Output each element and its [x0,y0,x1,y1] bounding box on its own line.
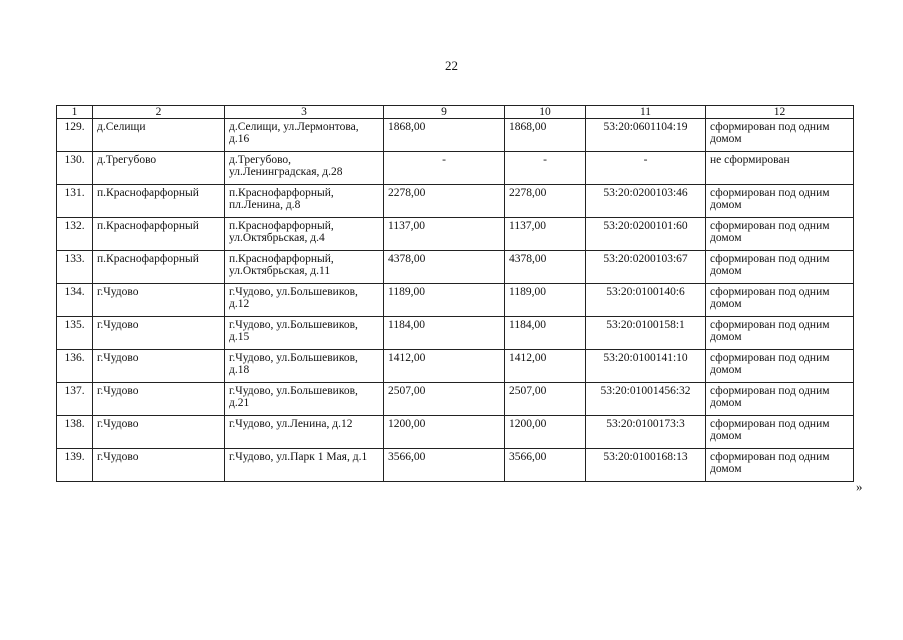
closing-quote: » [856,479,863,494]
cadastral-number: 53:20:0100141:10 [586,350,706,383]
col-3-header: 3 [225,106,384,119]
address: д.Селищи, ул.Лермонтова, д.16 [225,119,384,152]
cadastral-number: 53:20:0200103:67 [586,251,706,284]
settlement: п.Краснофарфорный [93,218,225,251]
address: г.Чудово, ул.Большевиков, д.15 [225,317,384,350]
row-number: 137. [57,383,93,416]
row-number: 134. [57,284,93,317]
settlement: д.Трегубово [93,152,225,185]
col-2-header: 2 [93,106,225,119]
address: д.Трегубово, ул.Ленинградская, д.28 [225,152,384,185]
area-value: 1412,00 [384,350,505,383]
settlement: г.Чудово [93,383,225,416]
status: сформирован под одним домом [706,251,854,284]
cadastral-number: 53:20:0100158:1 [586,317,706,350]
col-1-header: 1 [57,106,93,119]
area-value: 1184,00 [384,317,505,350]
area-value: 3566,00 [384,449,505,482]
row-number: 130. [57,152,93,185]
status: сформирован под одним домом [706,449,854,482]
area-value-2: 1200,00 [505,416,586,449]
cadastral-number: 53:20:0601104:19 [586,119,706,152]
status: сформирован под одним домом [706,317,854,350]
settlement: п.Краснофарфорный [93,251,225,284]
address: г.Чудово, ул.Парк 1 Мая, д.1 [225,449,384,482]
area-value-2: 3566,00 [505,449,586,482]
cadastral-number: 53:20:0200101:60 [586,218,706,251]
area-value-2: 1868,00 [505,119,586,152]
settlement: п.Краснофарфорный [93,185,225,218]
row-number: 131. [57,185,93,218]
address: г.Чудово, ул.Ленина, д.12 [225,416,384,449]
page-number: 22 [445,58,458,73]
row-number: 135. [57,317,93,350]
table-body [57,119,854,482]
cadastral-number: 53:20:0100173:3 [586,416,706,449]
table-row [57,284,854,317]
row-number: 139. [57,449,93,482]
address: п.Краснофарфорный, пл.Ленина, д.8 [225,185,384,218]
col-9-header: 9 [384,106,505,119]
table-row [57,350,854,383]
row-number: 132. [57,218,93,251]
address: п.Краснофарфорный, ул.Октябрьская, д.4 [225,218,384,251]
cadastral-number: 53:20:0100168:13 [586,449,706,482]
area-value-2: - [505,152,586,185]
settlement: г.Чудово [93,449,225,482]
area-value-2: 1189,00 [505,284,586,317]
area-value: 2507,00 [384,383,505,416]
address: п.Краснофарфорный, ул.Октябрьская, д.11 [225,251,384,284]
status: сформирован под одним домом [706,218,854,251]
address: г.Чудово, ул.Большевиков, д.12 [225,284,384,317]
area-value-2: 4378,00 [505,251,586,284]
settlement: г.Чудово [93,284,225,317]
area-value-2: 1184,00 [505,317,586,350]
area-value: 4378,00 [384,251,505,284]
table-row [57,218,854,251]
cadastral-number: 53:20:01001456:32 [586,383,706,416]
settlement: г.Чудово [93,416,225,449]
table-row [57,185,854,218]
area-value-2: 1412,00 [505,350,586,383]
header-row [57,106,854,119]
row-number: 138. [57,416,93,449]
status: сформирован под одним домом [706,350,854,383]
land-plot-table [56,105,854,482]
status: сформирован под одним домом [706,185,854,218]
col-12-header: 12 [706,106,854,119]
status: сформирован под одним домом [706,416,854,449]
table-row [57,449,854,482]
area-value: - [384,152,505,185]
status: сформирован под одним домом [706,383,854,416]
address: г.Чудово, ул.Большевиков, д.18 [225,350,384,383]
col-11-header: 11 [586,106,706,119]
row-number: 133. [57,251,93,284]
table-row [57,383,854,416]
settlement: д.Селищи [93,119,225,152]
cadastral-number: 53:20:0200103:46 [586,185,706,218]
address: г.Чудово, ул.Большевиков, д.21 [225,383,384,416]
status: сформирован под одним домом [706,119,854,152]
cadastral-number: - [586,152,706,185]
area-value: 1189,00 [384,284,505,317]
area-value-2: 2507,00 [505,383,586,416]
area-value: 1137,00 [384,218,505,251]
row-number: 136. [57,350,93,383]
settlement: г.Чудово [93,317,225,350]
table-row [57,152,854,185]
area-value: 1200,00 [384,416,505,449]
area-value: 1868,00 [384,119,505,152]
status: сформирован под одним домом [706,284,854,317]
col-10-header: 10 [505,106,586,119]
area-value-2: 1137,00 [505,218,586,251]
status: не сформирован [706,152,854,185]
area-value-2: 2278,00 [505,185,586,218]
table-row [57,317,854,350]
table-row [57,119,854,152]
table-row [57,416,854,449]
row-number: 129. [57,119,93,152]
area-value: 2278,00 [384,185,505,218]
cadastral-number: 53:20:0100140:6 [586,284,706,317]
settlement: г.Чудово [93,350,225,383]
table-row [57,251,854,284]
